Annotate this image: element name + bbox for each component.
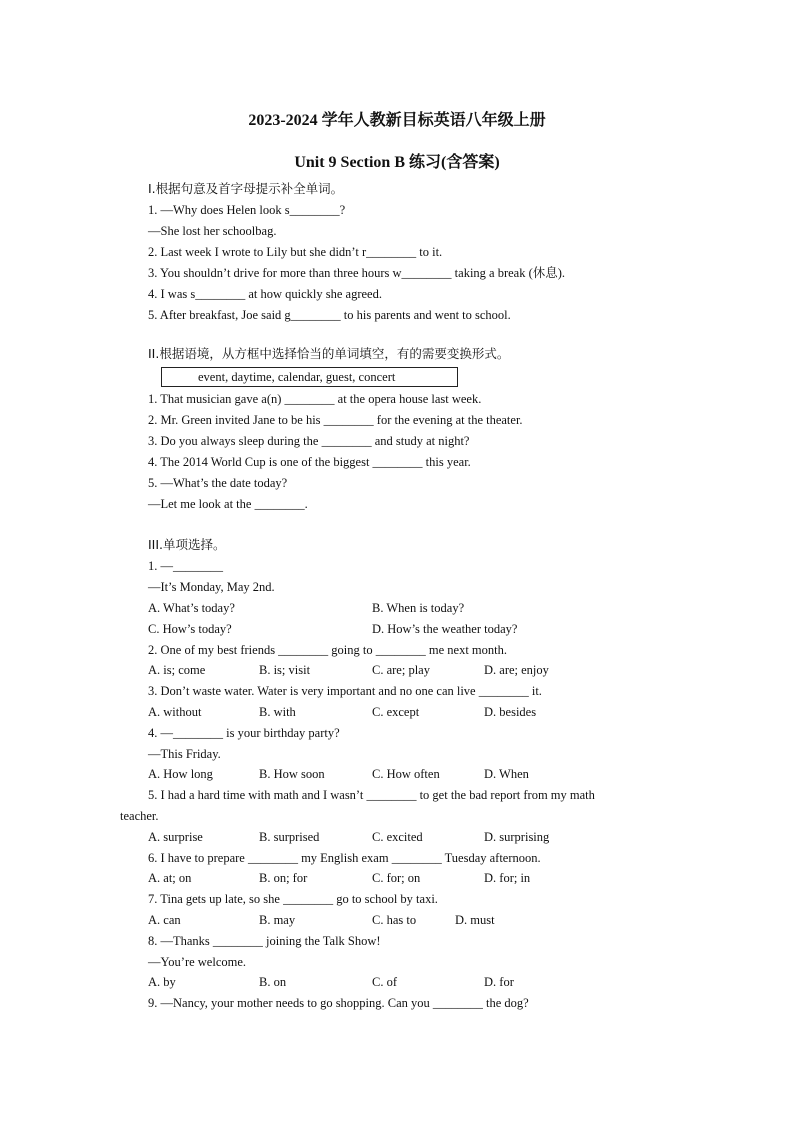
part1-line: —She lost her schoolbag. <box>148 224 277 238</box>
option-c: C. How often <box>372 767 440 781</box>
question-stem: 5. I had a hard time with math and I wasn’t ________ to get the bad report from my math <box>148 788 595 802</box>
question-stem: 2. One of my best friends ________ going to ________ me next month. <box>148 643 507 657</box>
option-b: B. may <box>259 913 296 927</box>
part2-line: —Let me look at the ________. <box>148 497 308 511</box>
option-a: A. What’s today? <box>148 601 235 615</box>
word-box: event, daytime, calendar, guest, concert <box>161 367 458 387</box>
option-b: B. with <box>259 705 296 719</box>
worksheet-title: 2023-2024 学年人教新目标英语八年级上册 <box>248 112 546 129</box>
question-stem: 1. —________ <box>148 559 223 573</box>
option-a: A. surprise <box>148 830 203 844</box>
question-stem: 8. —Thanks ________ joining the Talk Show! <box>148 934 381 948</box>
option-d: D. When <box>484 767 529 781</box>
option-a: A. How long <box>148 767 213 781</box>
option-b: B. surprised <box>259 830 320 844</box>
option-c: C. has to <box>372 913 417 927</box>
option-d: D. for; in <box>484 871 531 885</box>
part1-line: 5. After breakfast, Joe said g________ to his parents and went to school. <box>148 308 511 322</box>
part1-line: 4. I was s________ at how quickly she agreed. <box>148 287 382 301</box>
option-d: D. are; enjoy <box>484 663 549 677</box>
option-a: A. at; on <box>148 871 192 885</box>
option-c: C. except <box>372 705 420 719</box>
question-stem: 4. —________ is your birthday party? <box>148 726 340 740</box>
option-d: D. surprising <box>484 830 550 844</box>
option-d: D. How’s the weather today? <box>372 622 518 636</box>
question-stem: 6. I have to prepare ________ my English exam ________ Tuesday afternoon. <box>148 851 541 865</box>
option-b: B. on <box>259 975 287 989</box>
question-reply: —It’s Monday, May 2nd. <box>148 580 275 594</box>
part2-line: 3. Do you always sleep during the ________ and study at night? <box>148 434 470 448</box>
question-stem-continued: teacher. <box>120 809 159 823</box>
option-a: A. without <box>148 705 202 719</box>
option-c: C. How’s today? <box>148 622 232 636</box>
option-b: B. is; visit <box>259 663 311 677</box>
question-stem: 7. Tina gets up late, so she ________ go to school by taxi. <box>148 892 438 906</box>
option-b: B. How soon <box>259 767 325 781</box>
part1-line: 2. Last week I wrote to Lily but she didn’t r________ to it. <box>148 245 443 259</box>
part3-heading: III.单项选择。 <box>148 537 226 552</box>
option-c: C. are; play <box>372 663 430 677</box>
part2-line: 2. Mr. Green invited Jane to be his ________ for the evening at the theater. <box>148 413 523 427</box>
option-c: C. for; on <box>372 871 421 885</box>
question-stem: 3. Don’t waste water. Water is very important and no one can live ________ it. <box>148 684 542 698</box>
option-a: A. can <box>148 913 181 927</box>
worksheet-subtitle: Unit 9 Section B 练习(含答案) <box>294 154 500 171</box>
part1-line: 1. —Why does Helen look s________? <box>148 203 346 217</box>
part1-line: 3. You shouldn’t drive for more than three hours w________ taking a break (休息). <box>148 266 566 280</box>
part1-heading: I.根据句意及首字母提示补全单词。 <box>148 181 344 196</box>
question-stem: 9. —Nancy, your mother needs to go shopping. Can you ________ the dog? <box>148 996 529 1010</box>
option-d: D. for <box>484 975 514 989</box>
option-d: D. must <box>455 913 495 927</box>
option-b: B. on; for <box>259 871 308 885</box>
option-a: A. by <box>148 975 176 989</box>
part2-heading: II.根据语境，从方框中选择恰当的单词填空，有的需要变换形式。 <box>148 346 510 361</box>
option-b: B. When is today? <box>372 601 465 615</box>
part2-line: 4. The 2014 World Cup is one of the biggest ________ this year. <box>148 455 471 469</box>
option-a: A. is; come <box>148 663 206 677</box>
part2-line: 5. —What’s the date today? <box>148 476 288 490</box>
question-reply: —This Friday. <box>148 747 221 761</box>
option-c: C. excited <box>372 830 423 844</box>
option-c: C. of <box>372 975 397 989</box>
option-d: D. besides <box>484 705 537 719</box>
question-reply: —You’re welcome. <box>148 955 247 969</box>
part2-line: 1. That musician gave a(n) ________ at the opera house last week. <box>148 392 482 406</box>
